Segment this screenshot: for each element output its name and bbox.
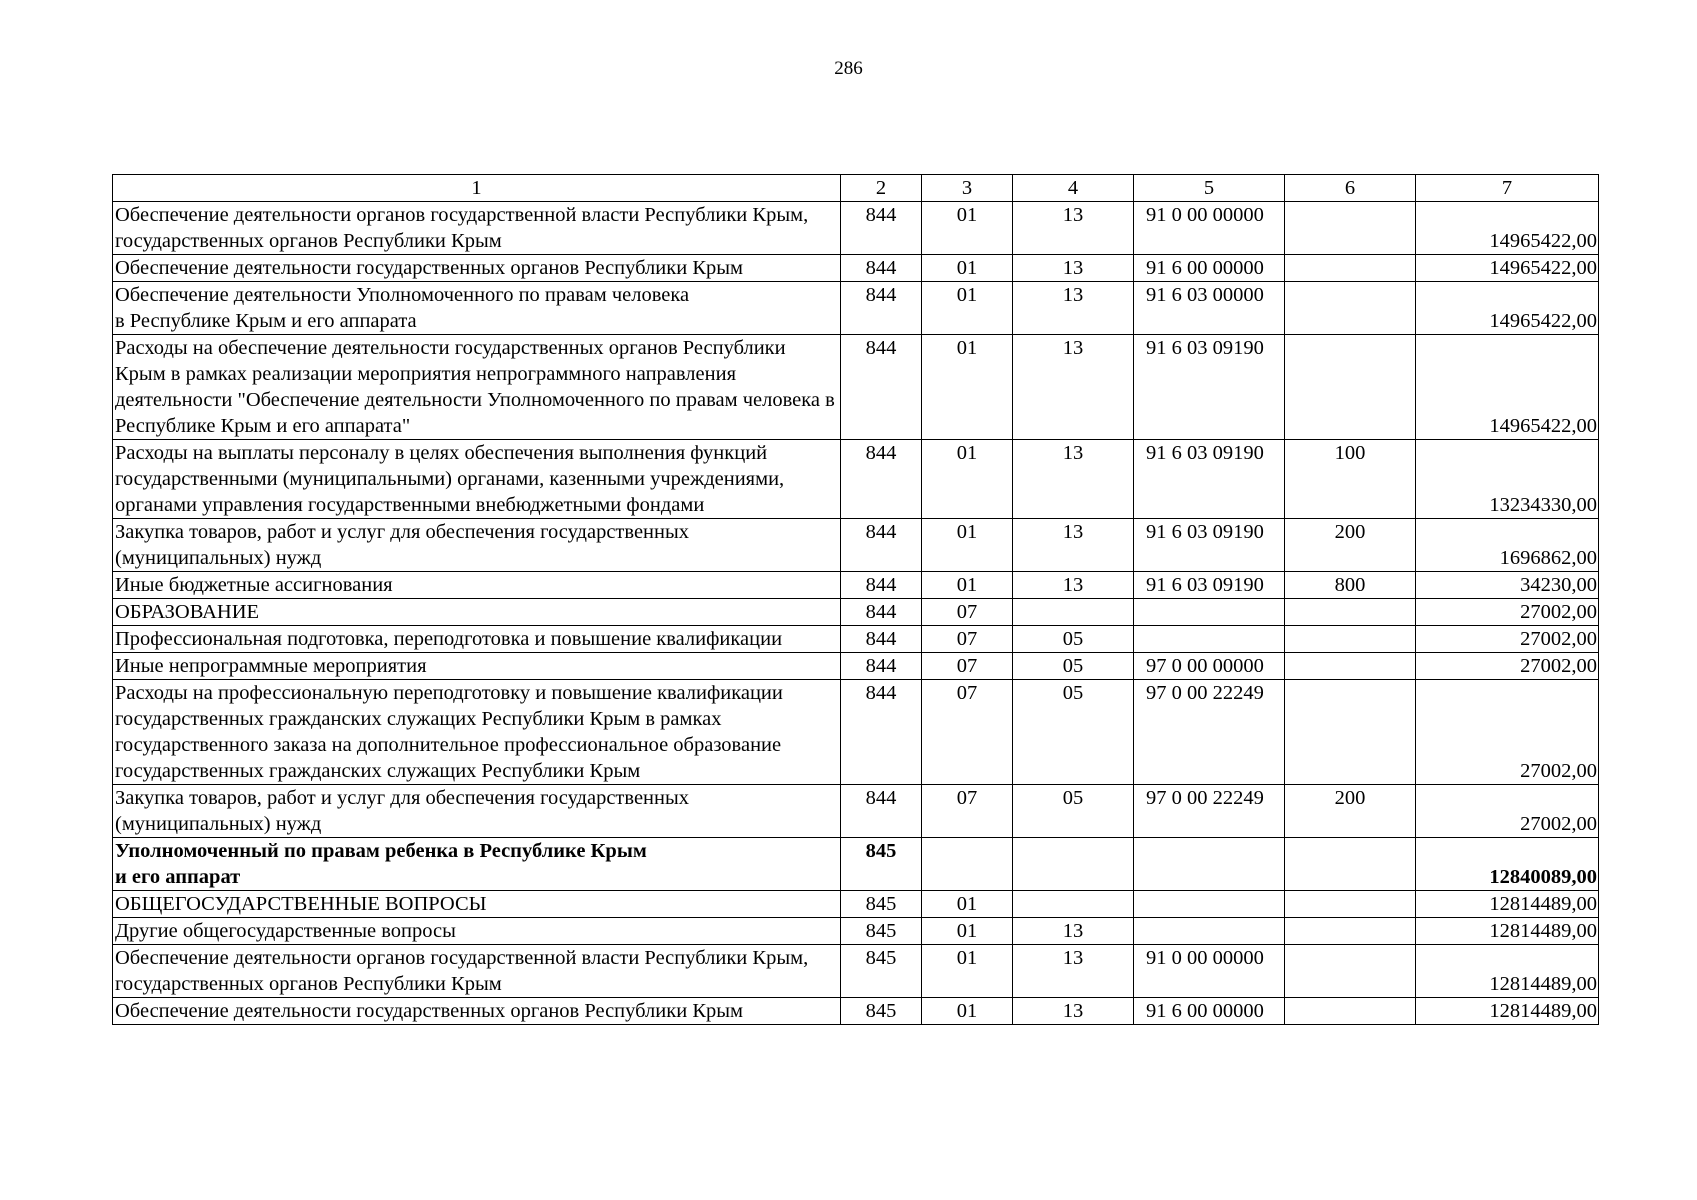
column-number: 4 bbox=[1013, 175, 1134, 202]
ministry-code-cell: 844 bbox=[841, 202, 922, 255]
table-row bbox=[113, 440, 1599, 519]
expense-type-cell bbox=[1285, 626, 1416, 653]
table-row bbox=[113, 519, 1599, 572]
section-code-cell: 01 bbox=[922, 282, 1013, 335]
subsection-code-cell bbox=[1013, 891, 1134, 918]
subsection-code-cell: 13 bbox=[1013, 945, 1134, 998]
expense-name-cell: Уполномоченный по правам ребенка в Республике Крым и его аппарат bbox=[113, 838, 841, 891]
target-article-cell bbox=[1134, 918, 1285, 945]
ministry-code-cell: 845 bbox=[841, 998, 922, 1025]
amount-cell: 14965422,00 bbox=[1416, 335, 1599, 440]
section-code-cell: 07 bbox=[922, 785, 1013, 838]
section-code-cell: 01 bbox=[922, 918, 1013, 945]
table-row bbox=[113, 838, 1599, 891]
amount-cell: 14965422,00 bbox=[1416, 255, 1599, 282]
section-code-cell: 01 bbox=[922, 202, 1013, 255]
subsection-code-cell: 13 bbox=[1013, 335, 1134, 440]
ministry-code-cell: 844 bbox=[841, 255, 922, 282]
subsection-code-cell: 13 bbox=[1013, 998, 1134, 1025]
target-article-cell: 91 6 03 09190 bbox=[1134, 335, 1285, 440]
amount-cell: 27002,00 bbox=[1416, 785, 1599, 838]
expense-type-cell bbox=[1285, 680, 1416, 785]
subsection-code-cell: 05 bbox=[1013, 680, 1134, 785]
table-row bbox=[113, 282, 1599, 335]
expense-type-cell bbox=[1285, 599, 1416, 626]
target-article-cell bbox=[1134, 838, 1285, 891]
amount-cell: 12814489,00 bbox=[1416, 998, 1599, 1025]
expense-type-cell bbox=[1285, 282, 1416, 335]
expense-name-cell: ОБЩЕГОСУДАРСТВЕННЫЕ ВОПРОСЫ bbox=[113, 891, 841, 918]
table-row bbox=[113, 626, 1599, 653]
table-row bbox=[113, 998, 1599, 1025]
expense-type-cell bbox=[1285, 838, 1416, 891]
amount-cell: 12814489,00 bbox=[1416, 891, 1599, 918]
column-number: 2 bbox=[841, 175, 922, 202]
ministry-code-cell: 845 bbox=[841, 891, 922, 918]
budget-table bbox=[112, 174, 1599, 1025]
expense-name-cell: ОБРАЗОВАНИЕ bbox=[113, 599, 841, 626]
expense-name-cell: Расходы на обеспечение деятельности государственных органов Республики Крым в рамках реализации мероприятия непрограммного направления деятельности "Обеспечение деятельности Уполномоченного по правам человека в Республике Крым и его аппарата" bbox=[113, 335, 841, 440]
ministry-code-cell: 844 bbox=[841, 785, 922, 838]
table-row bbox=[113, 785, 1599, 838]
column-number: 6 bbox=[1285, 175, 1416, 202]
ministry-code-cell: 844 bbox=[841, 599, 922, 626]
table-row bbox=[113, 572, 1599, 599]
amount-cell: 12814489,00 bbox=[1416, 918, 1599, 945]
ministry-code-cell: 845 bbox=[841, 918, 922, 945]
ministry-code-cell: 844 bbox=[841, 680, 922, 785]
target-article-cell: 97 0 00 22249 bbox=[1134, 785, 1285, 838]
subsection-code-cell: 13 bbox=[1013, 202, 1134, 255]
amount-cell: 14965422,00 bbox=[1416, 202, 1599, 255]
table-row bbox=[113, 891, 1599, 918]
expense-type-cell bbox=[1285, 255, 1416, 282]
expense-type-cell bbox=[1285, 891, 1416, 918]
expense-name-cell: Обеспечение деятельности государственных органов Республики Крым bbox=[113, 998, 841, 1025]
subsection-code-cell: 13 bbox=[1013, 519, 1134, 572]
section-code-cell bbox=[922, 838, 1013, 891]
subsection-code-cell bbox=[1013, 838, 1134, 891]
ministry-code-cell: 844 bbox=[841, 653, 922, 680]
subsection-code-cell: 13 bbox=[1013, 440, 1134, 519]
subsection-code-cell: 05 bbox=[1013, 785, 1134, 838]
target-article-cell: 97 0 00 22249 bbox=[1134, 680, 1285, 785]
column-number: 7 bbox=[1416, 175, 1599, 202]
amount-cell: 27002,00 bbox=[1416, 653, 1599, 680]
ministry-code-cell: 844 bbox=[841, 335, 922, 440]
amount-cell: 12814489,00 bbox=[1416, 945, 1599, 998]
expense-type-cell bbox=[1285, 202, 1416, 255]
amount-cell: 34230,00 bbox=[1416, 572, 1599, 599]
amount-cell: 1696862,00 bbox=[1416, 519, 1599, 572]
subsection-code-cell: 13 bbox=[1013, 282, 1134, 335]
subsection-code-cell: 13 bbox=[1013, 255, 1134, 282]
target-article-cell: 91 0 00 00000 bbox=[1134, 202, 1285, 255]
column-number: 3 bbox=[922, 175, 1013, 202]
expense-name-cell: Обеспечение деятельности органов государственной власти Республики Крым, государственных органов Республики Крым bbox=[113, 945, 841, 998]
subsection-code-cell: 13 bbox=[1013, 918, 1134, 945]
target-article-cell: 91 0 00 00000 bbox=[1134, 945, 1285, 998]
section-code-cell: 07 bbox=[922, 653, 1013, 680]
ministry-code-cell: 844 bbox=[841, 282, 922, 335]
column-number: 1 bbox=[113, 175, 841, 202]
target-article-cell: 91 6 00 00000 bbox=[1134, 998, 1285, 1025]
target-article-cell: 91 6 03 09190 bbox=[1134, 440, 1285, 519]
expense-name-cell: Иные непрограммные мероприятия bbox=[113, 653, 841, 680]
expense-name-cell: Расходы на выплаты персоналу в целях обеспечения выполнения функций государственными (муниципальными) органами, казенными учреждениями, органами управления государственными внебюджетными фондами bbox=[113, 440, 841, 519]
column-number: 5 bbox=[1134, 175, 1285, 202]
section-code-cell: 01 bbox=[922, 519, 1013, 572]
target-article-cell: 91 6 03 09190 bbox=[1134, 572, 1285, 599]
ministry-code-cell: 845 bbox=[841, 945, 922, 998]
amount-cell: 27002,00 bbox=[1416, 680, 1599, 785]
column-number-row bbox=[113, 175, 1599, 202]
table-row bbox=[113, 255, 1599, 282]
expense-type-cell bbox=[1285, 335, 1416, 440]
expense-name-cell: Иные бюджетные ассигнования bbox=[113, 572, 841, 599]
table-row bbox=[113, 202, 1599, 255]
target-article-cell: 91 6 00 00000 bbox=[1134, 255, 1285, 282]
target-article-cell: 91 6 03 00000 bbox=[1134, 282, 1285, 335]
table-row bbox=[113, 599, 1599, 626]
target-article-cell bbox=[1134, 891, 1285, 918]
section-code-cell: 07 bbox=[922, 599, 1013, 626]
section-code-cell: 01 bbox=[922, 335, 1013, 440]
subsection-code-cell bbox=[1013, 599, 1134, 626]
section-code-cell: 01 bbox=[922, 440, 1013, 519]
expense-name-cell: Профессиональная подготовка, переподготовка и повышение квалификации bbox=[113, 626, 841, 653]
expense-name-cell: Обеспечение деятельности органов государственной власти Республики Крым, государственных органов Республики Крым bbox=[113, 202, 841, 255]
ministry-code-cell: 845 bbox=[841, 838, 922, 891]
ministry-code-cell: 844 bbox=[841, 572, 922, 599]
page-number: 286 bbox=[834, 58, 863, 79]
expense-name-cell: Обеспечение деятельности государственных органов Республики Крым bbox=[113, 255, 841, 282]
section-code-cell: 01 bbox=[922, 998, 1013, 1025]
table-row bbox=[113, 918, 1599, 945]
expense-type-cell: 200 bbox=[1285, 519, 1416, 572]
section-code-cell: 07 bbox=[922, 680, 1013, 785]
expense-type-cell bbox=[1285, 945, 1416, 998]
subsection-code-cell: 05 bbox=[1013, 653, 1134, 680]
amount-cell: 13234330,00 bbox=[1416, 440, 1599, 519]
subsection-code-cell: 05 bbox=[1013, 626, 1134, 653]
section-code-cell: 01 bbox=[922, 572, 1013, 599]
expense-name-cell: Расходы на профессиональную переподготовку и повышение квалификации государственных гражданских служащих Республики Крым в рамках государственного заказа на дополнительное профессиональное образование государственных гражданских служащих Республики Крым bbox=[113, 680, 841, 785]
amount-cell: 27002,00 bbox=[1416, 599, 1599, 626]
target-article-cell bbox=[1134, 626, 1285, 653]
expense-type-cell: 800 bbox=[1285, 572, 1416, 599]
ministry-code-cell: 844 bbox=[841, 440, 922, 519]
amount-cell: 27002,00 bbox=[1416, 626, 1599, 653]
target-article-cell bbox=[1134, 599, 1285, 626]
expense-name-cell: Другие общегосударственные вопросы bbox=[113, 918, 841, 945]
expense-name-cell: Закупка товаров, работ и услуг для обеспечения государственных (муниципальных) нужд bbox=[113, 519, 841, 572]
ministry-code-cell: 844 bbox=[841, 626, 922, 653]
expense-name-cell: Обеспечение деятельности Уполномоченного по правам человека в Республике Крым и его аппарата bbox=[113, 282, 841, 335]
table-row bbox=[113, 653, 1599, 680]
expense-type-cell bbox=[1285, 998, 1416, 1025]
expense-type-cell bbox=[1285, 653, 1416, 680]
section-code-cell: 07 bbox=[922, 626, 1013, 653]
expense-type-cell: 200 bbox=[1285, 785, 1416, 838]
section-code-cell: 01 bbox=[922, 945, 1013, 998]
expense-name-cell: Закупка товаров, работ и услуг для обеспечения государственных (муниципальных) нужд bbox=[113, 785, 841, 838]
target-article-cell: 97 0 00 00000 bbox=[1134, 653, 1285, 680]
expense-type-cell bbox=[1285, 918, 1416, 945]
table-row bbox=[113, 680, 1599, 785]
budget-table-body bbox=[113, 175, 1599, 1025]
section-code-cell: 01 bbox=[922, 891, 1013, 918]
table-row bbox=[113, 945, 1599, 998]
subsection-code-cell: 13 bbox=[1013, 572, 1134, 599]
amount-cell: 12840089,00 bbox=[1416, 838, 1599, 891]
ministry-code-cell: 844 bbox=[841, 519, 922, 572]
target-article-cell: 91 6 03 09190 bbox=[1134, 519, 1285, 572]
section-code-cell: 01 bbox=[922, 255, 1013, 282]
amount-cell: 14965422,00 bbox=[1416, 282, 1599, 335]
expense-type-cell: 100 bbox=[1285, 440, 1416, 519]
table-row bbox=[113, 335, 1599, 440]
